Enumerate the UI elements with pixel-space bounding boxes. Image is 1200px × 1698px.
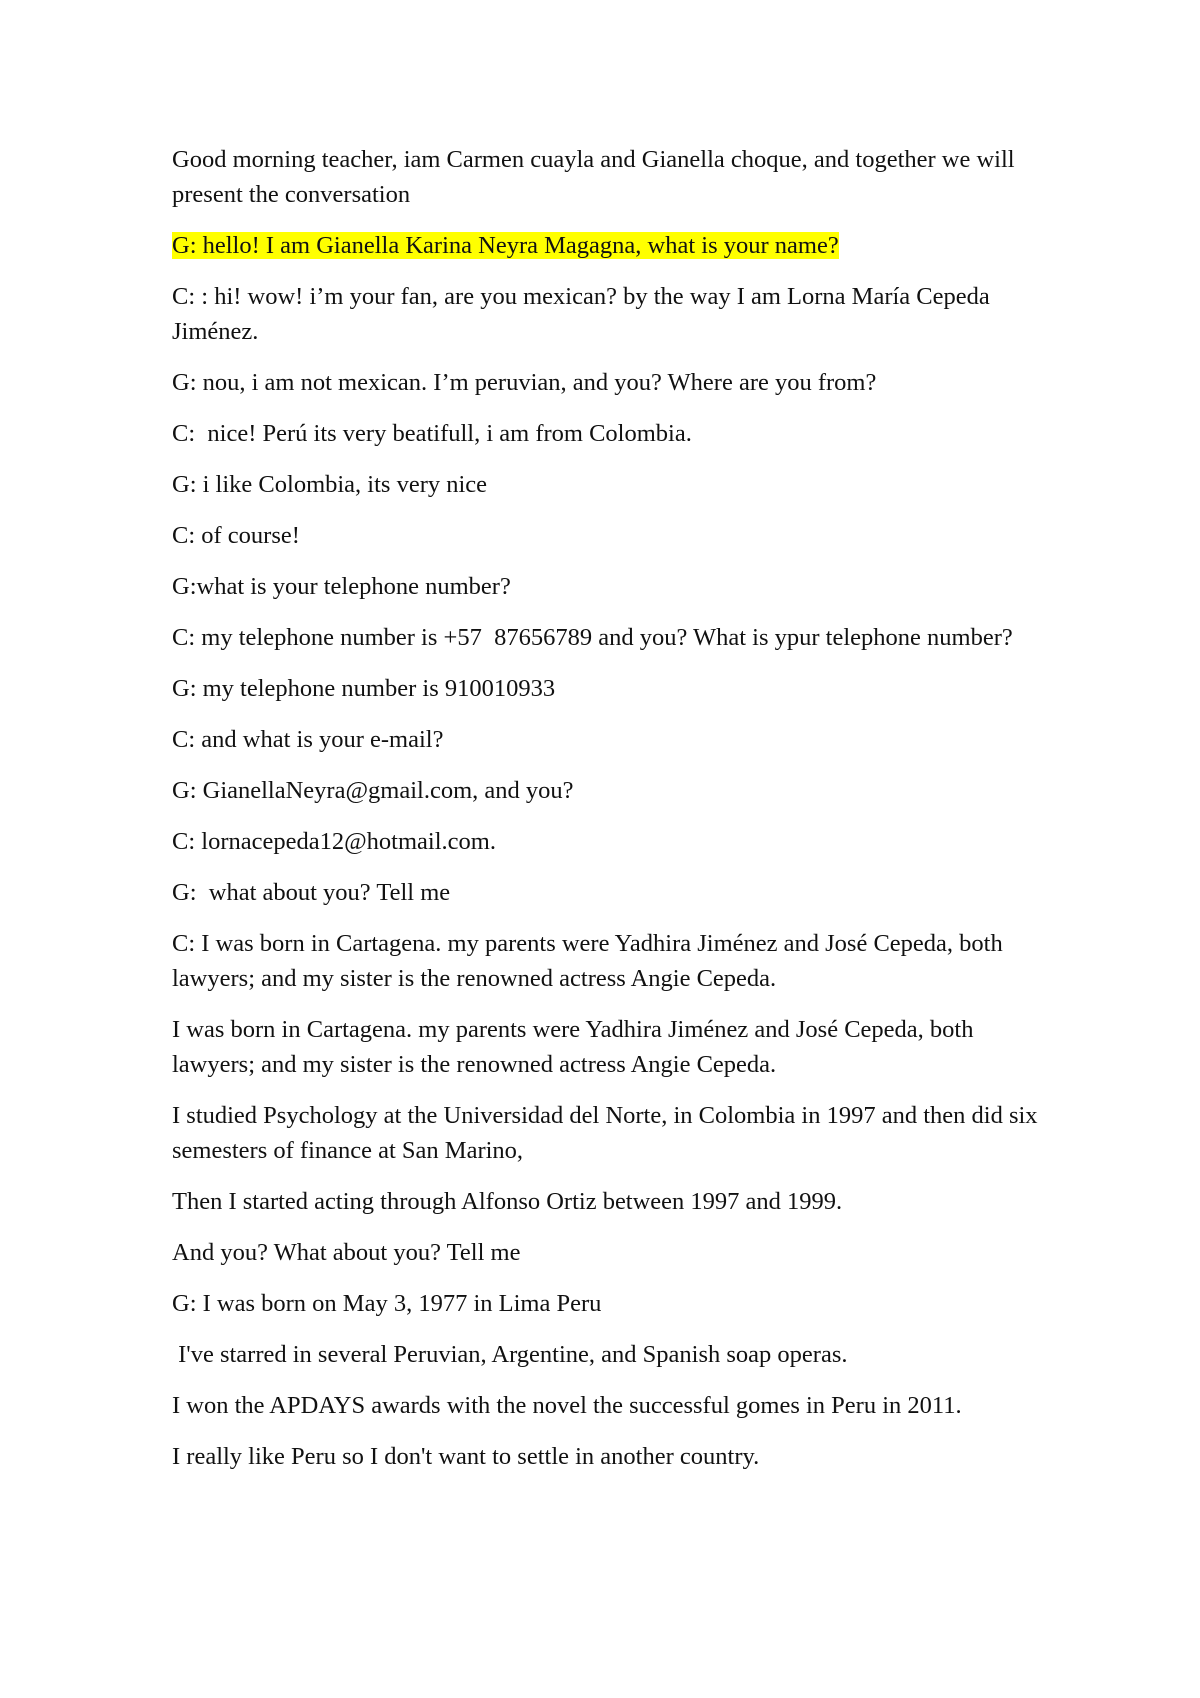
paragraph-text: I was born in Cartagena. my parents were Yadhira Jiménez and José Cepeda, both lawyers; and my sister is the renowned actress Angie Cepeda. — [172, 1016, 980, 1078]
paragraph-dialogue — [172, 569, 1052, 604]
paragraph-dialogue — [172, 722, 1052, 757]
paragraph-dialogue — [172, 1286, 1052, 1321]
paragraph-text: And you? What about you? Tell me — [172, 1239, 521, 1266]
paragraph-dialogue — [172, 1012, 1052, 1082]
paragraph-dialogue — [172, 1184, 1052, 1219]
paragraph-text: G: nou, i am not mexican. I’m peruvian, and you? Where are you from? — [172, 369, 877, 396]
paragraph-text: C: : hi! wow! i’m your fan, are you mexican? by the way I am Lorna María Cepeda Jiménez. — [172, 283, 996, 345]
paragraph-dialogue — [172, 875, 1052, 910]
paragraph-text: C: of course! — [172, 522, 300, 549]
paragraph-text: G: what about you? Tell me — [172, 879, 451, 906]
paragraph-text: C: and what is your e-mail? — [172, 726, 444, 753]
paragraph-text: G: I was born on May 3, 1977 in Lima Peru — [172, 1290, 602, 1317]
paragraph-dialogue — [172, 1439, 1052, 1474]
paragraph-text: I really like Peru so I don't want to settle in another country. — [172, 1443, 760, 1470]
paragraph-dialogue — [172, 279, 1052, 349]
paragraph-dialogue — [172, 467, 1052, 502]
paragraph-text: Good morning teacher, iam Carmen cuayla and Gianella choque, and together we will present the conversation — [172, 146, 1021, 208]
paragraph-dialogue — [172, 1337, 1052, 1372]
paragraph-dialogue — [172, 518, 1052, 553]
paragraph-text: Then I started acting through Alfonso Ortiz between 1997 and 1999. — [172, 1188, 843, 1215]
paragraph-text: G: GianellaNeyra@gmail.com, and you? — [172, 777, 574, 804]
paragraph-text: I won the APDAYS awards with the novel the successful gomes in Peru in 2011. — [172, 1392, 962, 1419]
paragraph-text: C: I was born in Cartagena. my parents were Yadhira Jiménez and José Cepeda, both lawyers; and my sister is the renowned actress Angie Cepeda. — [172, 930, 1009, 992]
paragraph-text: G:what is your telephone number? — [172, 573, 511, 600]
paragraph-dialogue — [172, 1235, 1052, 1270]
paragraph-dialogue — [172, 671, 1052, 706]
paragraph-dialogue — [172, 416, 1052, 451]
paragraph-text: I've starred in several Peruvian, Argentine, and Spanish soap operas. — [172, 1341, 848, 1368]
paragraph-dialogue — [172, 1098, 1052, 1168]
paragraph-dialogue — [172, 926, 1052, 996]
paragraph-text: G: my telephone number is 910010933 — [172, 675, 556, 702]
paragraph-dialogue — [172, 365, 1052, 400]
highlighted-paragraph-text: G: hello! I am Gianella Karina Neyra Magagna, what is your name? — [172, 232, 839, 259]
paragraph-dialogue — [172, 824, 1052, 859]
paragraph-text: G: i like Colombia, its very nice — [172, 471, 488, 498]
paragraph-text: C: my telephone number is +57 87656789 and you? What is ypur telephone number? — [172, 624, 1013, 651]
paragraph-text: C: lornacepeda12@hotmail.com. — [172, 828, 496, 855]
paragraph-intro — [172, 142, 1052, 212]
document-body — [172, 142, 1052, 1490]
paragraph-dialogue — [172, 228, 1052, 263]
paragraph-dialogue — [172, 1388, 1052, 1423]
paragraph-dialogue — [172, 773, 1052, 808]
paragraph-dialogue — [172, 620, 1052, 655]
paragraph-text: I studied Psychology at the Universidad del Norte, in Colombia in 1997 and then did six semesters of finance at San Marino, — [172, 1102, 1044, 1164]
paragraph-text: C: nice! Perú its very beatifull, i am from Colombia. — [172, 420, 692, 447]
